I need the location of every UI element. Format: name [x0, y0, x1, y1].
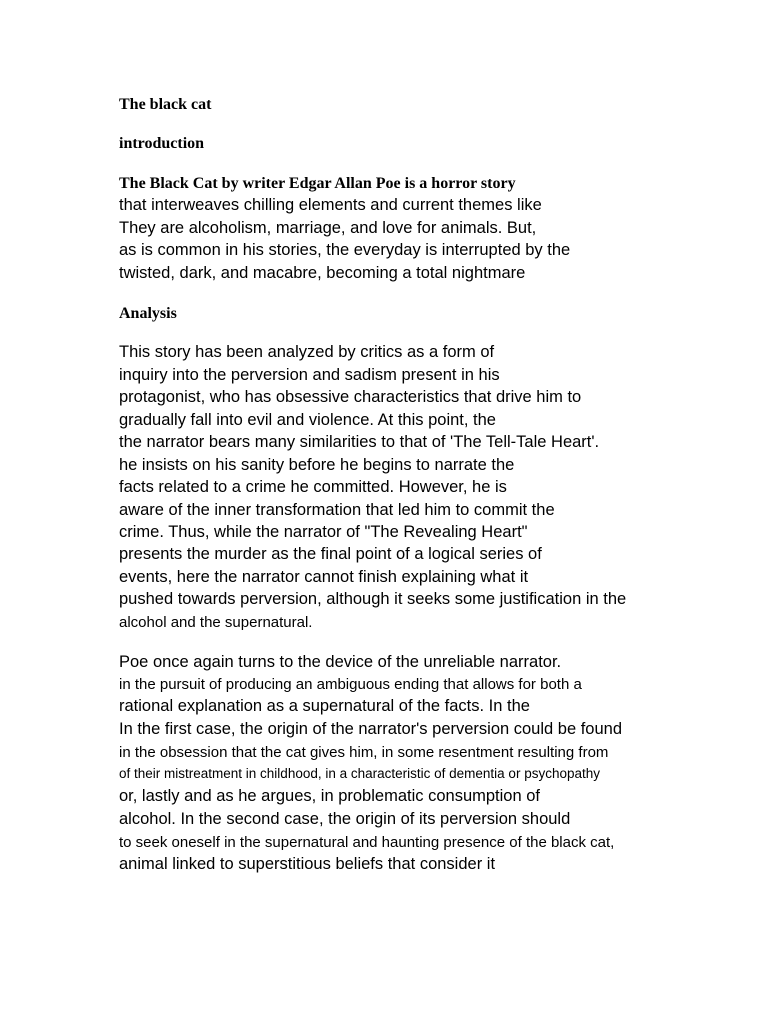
analysis-line: the narrator bears many similarities to that of 'The Tell-Tale Heart'.	[119, 433, 600, 451]
analysis-line: presents the murder as the final point of a logical series of	[119, 545, 542, 563]
analysis-line: he insists on his sanity before he begins to narrate the	[119, 456, 515, 474]
analysis-heading: Analysis	[119, 305, 177, 322]
analysis-line: aware of the inner transformation that led him to commit the	[119, 501, 555, 519]
analysis-line: events, here the narrator cannot finish explaining what it	[119, 568, 529, 586]
analysis-line: This story has been analyzed by critics as a form of	[119, 343, 495, 361]
paragraph-line: in the pursuit of producing an ambiguous ending that allows for both a	[119, 676, 582, 693]
analysis-line: crime. Thus, while the narrator of "The Revealing Heart"	[119, 523, 528, 541]
paragraph-line: alcohol. In the second case, the origin of its perversion should	[119, 810, 571, 828]
analysis-line: inquiry into the perversion and sadism present in his	[119, 366, 500, 384]
analysis-line: pushed towards perversion, although it seeks some justification in the	[119, 590, 627, 608]
analysis-line: gradually fall into evil and violence. At this point, the	[119, 411, 496, 429]
intro-line: The Black Cat by writer Edgar Allan Poe is a horror story	[119, 175, 516, 192]
analysis-line: alcohol and the supernatural.	[119, 614, 313, 631]
intro-line: as is common in his stories, the everyday is interrupted by the	[119, 241, 571, 259]
intro-line: that interweaves chilling elements and current themes like	[119, 196, 542, 214]
analysis-line: facts related to a crime he committed. However, he is	[119, 478, 507, 496]
paragraph-line: to seek oneself in the supernatural and haunting presence of the black cat,	[119, 834, 615, 851]
paragraph-line: rational explanation as a supernatural of the facts. In the	[119, 697, 530, 715]
intro-line: twisted, dark, and macabre, becoming a total nightmare	[119, 264, 526, 282]
paragraph-line: or, lastly and as he argues, in problematic consumption of	[119, 787, 540, 805]
paragraph-line: in the obsession that the cat gives him, in some resentment resulting from	[119, 744, 609, 761]
paragraph-line: In the first case, the origin of the narrator's perversion could be found	[119, 720, 623, 738]
paragraph-line: of their mistreatment in childhood, in a characteristic of dementia or psychopathy	[119, 766, 600, 781]
analysis-line: protagonist, who has obsessive characteristics that drive him to	[119, 388, 582, 406]
document-title: The black cat	[119, 96, 212, 113]
introduction-heading: introduction	[119, 135, 205, 152]
intro-line: They are alcoholism, marriage, and love for animals. But,	[119, 219, 537, 237]
paragraph-line: Poe once again turns to the device of the unreliable narrator.	[119, 653, 562, 671]
paragraph-line: animal linked to superstitious beliefs that consider it	[119, 855, 496, 873]
